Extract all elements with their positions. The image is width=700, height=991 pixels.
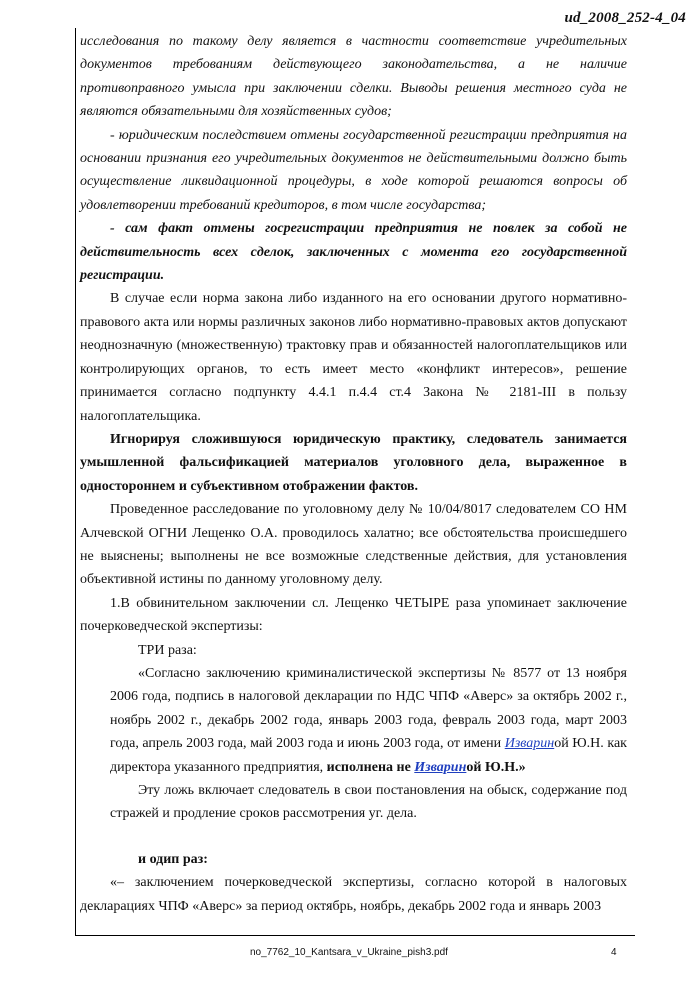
paragraph: Эту ложь включает следователь в свои постановления на обыск, содержание под стражей и продление сроков рассмотрения уг. дела. bbox=[110, 783, 627, 822]
paragraph: Игнорируя сложившуюся юридическую практику, следователь занимается умышленной фальсификацией материалов уголовного дела, выраженное в одностороннем и субъективном отображении фактов. bbox=[80, 431, 627, 494]
page-frame-left bbox=[75, 28, 76, 935]
page-frame-bottom bbox=[75, 935, 635, 936]
quote-paragraph bbox=[80, 662, 627, 779]
paragraph: исследования по такому делу является в частности соответствие учредительных документов требованиям действующего законодательства, а не наличие противоправного умысла при заключении сделки. Выводы решения местного суда не являются обязательными для хозяйственных судов; bbox=[80, 34, 627, 120]
paragraph: Проведенное расследование по уголовному делу № 10/04/8017 следователем СО НМ Алчевской ОГНИ Лещенко О.А. проводилось халатно; все обстоятельства происшедшего не выяснены; выполнены не все возможные следственные действия, для установления объективной истины по данному уголовному делу. bbox=[80, 502, 627, 588]
paragraph: ТРИ раза: bbox=[138, 642, 197, 658]
quote-text: ой Ю.Н. как директора указанного предприятия, bbox=[110, 736, 627, 775]
paragraph: и одип раз: bbox=[138, 851, 208, 867]
name-link[interactable]: Изварин bbox=[414, 759, 467, 775]
paragraph: В случае если норма закона либо изданного на его основании другого нормативно-правового акта или нормы различных законов либо нормативно-правовых актов допускают неоднозначную (множественную) трактовку прав и обязанностей налогоплательщиков или контролирующих органов, то есть имеет место «конфликт интересов», решение принимается согласно подпункту 4.4.1 п.4.4 ст.4 Закона № 2181-III в пользу налогоплательщика. bbox=[80, 291, 627, 424]
paragraph: «– заключением почерковедческой экспертизы, согласно которой в налоговых декларациях ЧПФ «Аверс» за период октябрь, ноябрь, декабрь 2002 года и январь 2003 bbox=[80, 875, 627, 914]
paragraph: - сам факт отмены госрегистрации предприятия не повлек за собой не действительность всех сделок, заключенных с момента его государственной регистрации. bbox=[80, 221, 627, 284]
name-link[interactable]: Изварин bbox=[504, 736, 555, 752]
page-number: 4 bbox=[611, 947, 617, 958]
paragraph: - юридическим последствием отмены государственной регистрации предприятия на основании признания его учредительных документов не действительными должно быть осуществление ликвидационной процедуры, в ходе которой решаются вопросы об удовлетворении требований кредиторов, в том числе государства; bbox=[80, 127, 627, 213]
paragraph: 1.В обвинительном заключении сл. Лещенко ЧЕТЫРЕ раза упоминает заключение почерковедческой экспертизы: bbox=[80, 595, 627, 635]
document-id: ud_2008_252-4_04 bbox=[564, 10, 686, 26]
footer-filename: no_7762_10_Kantsara_v_Ukraine_pish3.pdf bbox=[250, 947, 448, 958]
spacer bbox=[80, 826, 627, 848]
quote-text: «Согласно заключению криминалистической экспертизы № 8577 от 13 ноября 2006 года, подпись в налоговой декларации по НДС ЧПФ «Аверс» за октябрь 2002 г., ноябрь 2002 г., декабрь 2002 года, январь 2003 года, февраль 2003 года, март 2003 года, апрель 2003 года, май 2003 года и июнь 2003 года, от имени bbox=[110, 665, 627, 752]
quote-bold-text: исполнена не bbox=[326, 759, 415, 775]
document-body bbox=[80, 30, 627, 918]
quote-bold-text: ой Ю.Н.» bbox=[466, 759, 526, 775]
